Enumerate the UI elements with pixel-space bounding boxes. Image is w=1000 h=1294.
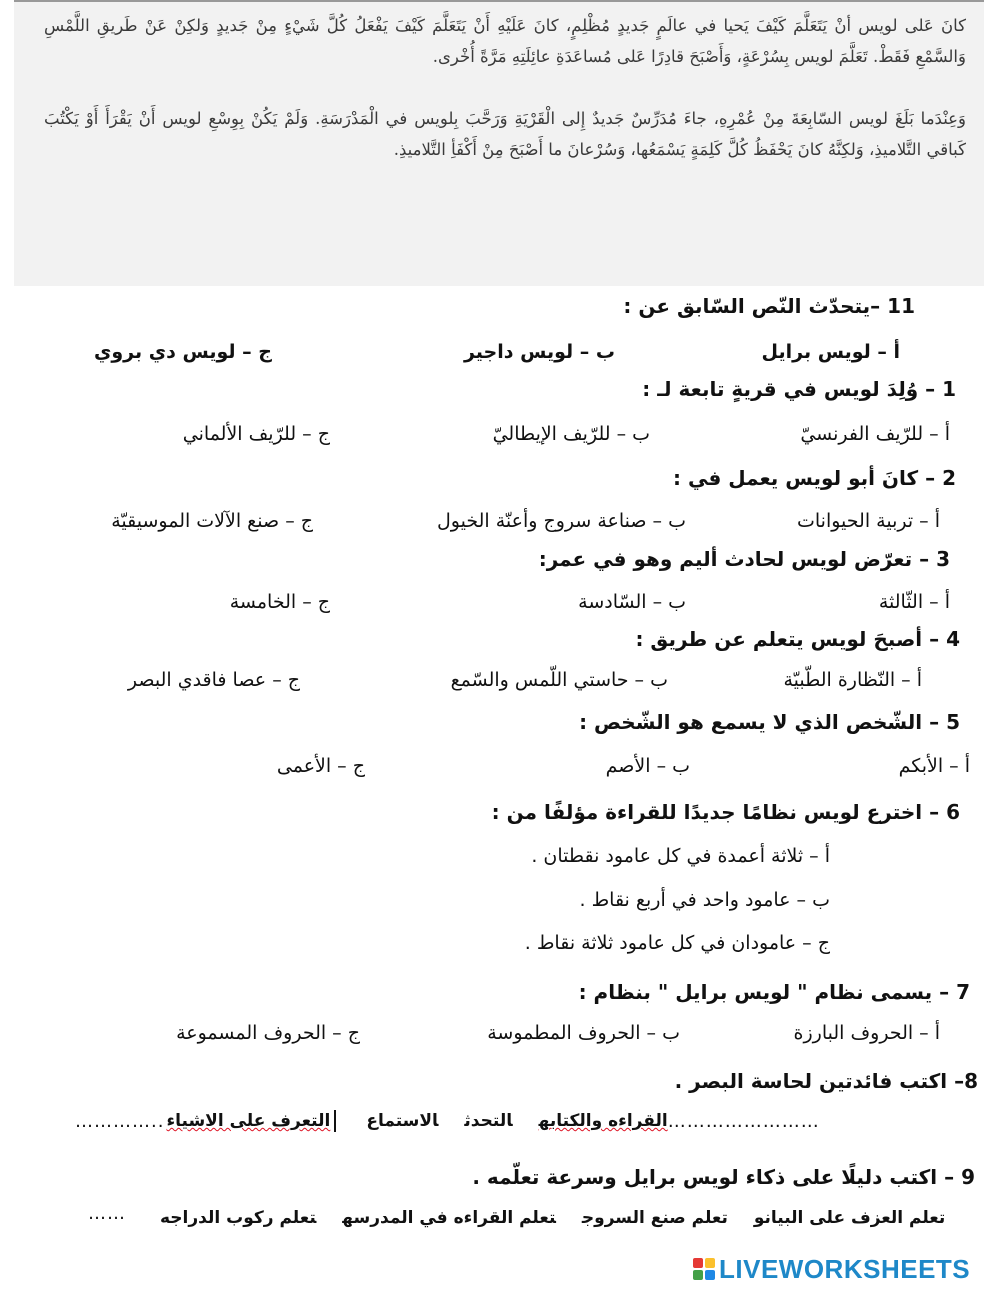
question-2-option-a[interactable]: أ – تربية الحيوانات: [796, 510, 940, 532]
question-9-answer-line: [88, 1202, 978, 1228]
question-2-option-c[interactable]: ج – صنع الآلات الموسيقيّة: [111, 510, 313, 532]
question-3-option-c[interactable]: ج – الخامسة: [229, 591, 330, 613]
answer-item: التعرف على الاشياء: [166, 1111, 331, 1131]
question-9-title: 9 – اكتب دليلًا على ذكاء لويس برايل وسرعة تعلّمه .: [472, 1165, 975, 1189]
question-4-option-c[interactable]: ج – عصا فاقدي البصر: [127, 669, 300, 691]
logo-grid-icon: [693, 1258, 715, 1280]
brand-name: LIVEWORKSHEETS: [719, 1253, 971, 1284]
question-1-option-c[interactable]: ج – للرّيف الألماني: [182, 423, 330, 445]
question-8-title: 8– اكتب فائدتين لحاسة البصر .: [674, 1069, 978, 1093]
liveworksheets-logo: [693, 1254, 970, 1284]
question-8-answer-field[interactable]: [166, 1110, 667, 1132]
question-5-option-c[interactable]: ج – الأعمى: [276, 755, 365, 777]
question-4-option-a[interactable]: أ – النّظارة الطّبيّة: [783, 669, 922, 691]
question-6-option-a[interactable]: أ – ثلاثة أعمدة في كل عامود نقطتان .: [531, 845, 830, 867]
question-3-title: 3 – تعرّض لويس لحادث أليم وهو في عمر:: [538, 547, 950, 571]
answer-item: تعلم القراءه في المدرسه: [342, 1208, 556, 1228]
question-7-option-a[interactable]: أ – الحروف البارزة: [793, 1022, 940, 1044]
question-5-title: 5 – الشّخص الذي لا يسمع هو الشّخص :: [579, 710, 960, 734]
question-1-option-b[interactable]: ب – للرّيف الإيطاليّ: [492, 423, 650, 445]
question-4-title: 4 – أصبحَ لويس يتعلم عن طريق :: [635, 627, 960, 651]
question-7-option-c[interactable]: ج – الحروف المسموعة: [176, 1022, 360, 1044]
question-4-option-b[interactable]: ب – حاستي اللّمس والسّمع: [450, 669, 668, 691]
question-2-title: 2 – كانَ أبو لويس يعمل في :: [673, 466, 956, 490]
answer-item: تعلم العزف على البيانو: [753, 1208, 946, 1228]
question-6-option-b[interactable]: ب – عامود واحد في أربع نقاط .: [579, 889, 830, 911]
answer-item: التحدث: [464, 1111, 513, 1131]
question-1-option-a[interactable]: أ – للرّيف الفرنسيّ: [800, 423, 950, 445]
question-11-option-a[interactable]: أ – لويس برايل: [761, 341, 900, 363]
answer-dots-left: ……: [88, 1202, 126, 1224]
answer-item: الاستماع: [366, 1111, 439, 1131]
question-8-answer-line: [75, 1110, 975, 1132]
answer-dots-left: …………..: [75, 1110, 165, 1132]
question-11-option-c[interactable]: ج – لويس دي بروي: [93, 341, 272, 363]
question-5-option-a[interactable]: أ – الأبكم: [898, 755, 970, 777]
question-5-option-b[interactable]: ب – الأصم: [605, 755, 690, 777]
answer-item: القراءه والكتابه: [538, 1111, 668, 1131]
reading-passage: [14, 0, 984, 286]
question-9-answer-field[interactable]: [134, 1208, 945, 1228]
question-11-title: 11 –يتحدّث النّص السّابق عن :: [623, 294, 915, 318]
question-7-option-b[interactable]: ب – الحروف المطموسة: [487, 1022, 680, 1044]
question-7-title: 7 – يسمى نظام " لويس برايل " بنظام :: [578, 980, 970, 1004]
passage-paragraph-1: كانَ عَلى لويس أنْ يَتَعَلَّمَ كَيْفَ يَحيا في عالَمٍ جَديدٍ مُظْلِمٍ، كانَ عَلَيْهِ أَنْ يَتَعَلَّمَ كَيْفَ يَفْعَلُ كُلَّ شَيْءٍ مِنْ جَديدٍ وَلكِنْ عَنْ طَريقِ اللَّمْسِ وَالسَّمْعِ فَقَطْ. تَعَلَّمَ لويس بِسُرْعَةٍ، وَأَصْبَحَ قادِرًا عَلى مُساعَدَةِ عائِلَتِهِ مَرَّةً أُخْرى.: [44, 16, 966, 66]
question-11-option-b[interactable]: ب – لويس داجير: [463, 341, 615, 363]
answer-dots-right: ……………………: [667, 1110, 820, 1132]
question-6-option-c[interactable]: ج – عامودان في كل عامود ثلاثة نقاط .: [524, 932, 830, 954]
question-3-option-b[interactable]: ب – السّادسة: [578, 591, 686, 613]
answer-item: تعلم صنع السروج: [581, 1208, 728, 1228]
answer-item: تعلم ركوب الدراجه: [160, 1208, 317, 1228]
question-2-option-b[interactable]: ب – صناعة سروج وأعنّة الخيول: [436, 510, 686, 532]
question-6-title: 6 – اخترع لويس نظامًا جديدًا للقراءة مؤلفًا من :: [491, 800, 960, 824]
text-cursor: [334, 1110, 336, 1132]
passage-paragraph-2: وَعِنْدَما بَلَغَ لويس السّابِعَةَ مِنْ عُمْرِهِ، جاءَ مُدَرِّسٌ جَديدٌ إِلى الْقَرْيَةِ وَرَحَّبَ بِلويس في الْمَدْرَسَةِ. وَلَمْ يَكُنْ بِوِسْعِ لويس أَنْ يَقْرَأَ أَوْ يَكْتُبَ كَباقي التَّلاميذِ، وَلكِنَّهُ كانَ يَحْفَظُ كُلَّ كَلِمَةٍ يَسْمَعُها، وَسُرْعانَ ما أَصْبَحَ مِنْ أَكْفَأِ التَّلاميذِ.: [44, 109, 966, 159]
question-1-title: 1 – وُلِدَ لويس في قريةٍ تابعة لـ :: [642, 377, 956, 401]
question-3-option-a[interactable]: أ – الثّالثة: [878, 591, 950, 613]
